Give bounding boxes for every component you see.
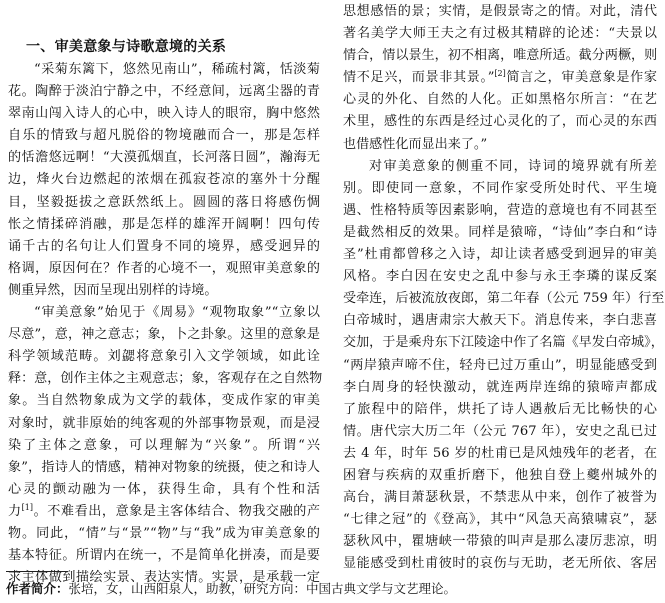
- text-line: 著名美学大师王夫之有过极其精辟的论述：“夫景以: [343, 26, 657, 42]
- text-line: 侧重异然，因而呈现出别样的诗境。: [8, 282, 218, 298]
- text-line: 尽意”，意，神之意志；象，卜之卦象。这里的意象是: [8, 327, 320, 343]
- text-line: 圣”杜甫都曾移之入诗，却让读者感受到迥异的审美: [343, 247, 657, 263]
- text-line: “采菊东篱下，悠然见南山”，稀疏村篱，恬淡菊: [34, 62, 320, 77]
- text-line: 释：意，创作主体之主观意志；象，客观存在之自然物: [8, 371, 323, 387]
- section-title: 一、审美意象与诗歌意境的关系: [26, 39, 227, 55]
- text-line: 高台，满目萧瑟秋景，不禁悲从中来，创作了被誉为: [343, 490, 657, 506]
- text-line: 情合，情以景生，初不相离，唯意所适。截分两橛，则: [343, 48, 658, 64]
- text-line: 别。即使同一意象，不同作家受所处时代、平生境: [343, 180, 657, 196]
- text-segment: 。不难看出，意象是主客体结合、物我交融的产: [33, 503, 321, 519]
- text-line: 科学领域范畴。刘勰将意象引入文学领域，如此诠: [8, 349, 320, 365]
- author-note-label: 作者简介：: [6, 581, 69, 596]
- text-line: 也借感性化而显出来了。”: [343, 136, 488, 152]
- text-line: 心灵的外化、自然的人化。正如黑格尔所言：“在艺: [343, 92, 657, 108]
- text-line: 心灵的颤动融为一体，获得生命，具有个性和活: [8, 481, 320, 497]
- text-line: 求主体做到描绘实景、表达实情。实景，是承载一定: [8, 570, 320, 586]
- text-line: 自乐的情致与超凡脱俗的物境融而合一，那是怎样: [8, 128, 320, 144]
- text-line: 瑟秋风中，瞿塘峡一带猿的叫声是那么凄厉悲凉，明: [343, 534, 657, 550]
- author-note: [6, 579, 456, 597]
- text-line: 象”，指诗人的情感，精神对物象的统摄，使之和诗人: [8, 459, 320, 475]
- text-line: 格调，原因何在？作者的心境不一，观照审美意象的: [8, 260, 320, 276]
- text-line: 困窘与疾病的双重折磨下，他独自登上夔州城外的: [343, 467, 657, 483]
- text-line: 诵千古的名句让人们置身不同的境界，感受迥异的: [8, 238, 320, 254]
- text-line: 基本特征。所谓内在统一，不是简单化拼凑，而是要: [8, 548, 320, 564]
- text-line: 显能感受到杜甫彼时的哀伤与无助，老无所依、客居: [343, 556, 657, 572]
- text-line: 情。唐代宗大历二年（公元 767 年），安史之乱已过: [343, 423, 657, 439]
- text-line: 花。陶醉于淡泊宁静之中，不经意间，远离尘器的青: [8, 84, 320, 100]
- text-line: “审美意象”始见于《周易》“观物取象”“立象以: [34, 305, 320, 321]
- footnote-rule: [6, 571, 68, 572]
- text-line: 翠南山闯入诗人的心中，映入诗人的眼帘，胸中悠然: [8, 106, 320, 122]
- text-line: 对审美意象的侧重不同，诗词的境界就有所差: [369, 158, 657, 174]
- text-line: 遇、性格特质等因素影响，营造的意境也有不同甚至: [343, 202, 657, 218]
- author-note-text: 张培，女，山西阳泉人，助教，研究方向：中国古典文学与文艺理论。: [68, 581, 457, 596]
- paragraph: [8, 59, 320, 302]
- text-segment: 情不足兴，而景非其景。”: [343, 70, 495, 86]
- text-line: 边，烽火台边燃起的浓烟在孤寂苍凉的塞外十分醒: [8, 172, 320, 188]
- text-line: 白帝城时，遇唐肃宗大赦天下。消息传来，李白悲喜: [343, 313, 657, 329]
- text-line: 去 4 年，时年 56 岁的杜甫已是风烛残年的老者，在: [343, 445, 657, 461]
- text-line: [8, 501, 320, 523]
- text-line: 交加，于是乘舟东下江陵途中作了名篇《早发白帝城》，: [343, 335, 664, 351]
- right-column-body: [343, 1, 665, 575]
- text-line: 怅之情揉碎消融，那是怎样的雄浑开阔啊！四句传: [8, 216, 320, 232]
- text-line: 受牵连，后被流放夜郎，第二年春（公元 759 年）行至: [343, 291, 665, 307]
- text-segment: 简言之，审美意象是作家: [505, 70, 657, 86]
- footnote-ref: [2]: [494, 69, 506, 79]
- text-line: 术里，感性的东西是经过心灵化的了，而心灵的东西: [343, 114, 657, 130]
- text-line: 物。同此，“情”与“景”“物”与“我”成为审美意象的: [8, 525, 320, 541]
- text-line: 目，坚毅挺拔之意跃然纸上。圆圆的落日将感伤惆: [8, 194, 320, 210]
- paragraph: [8, 302, 323, 589]
- text-line: 象。当自然物象成为文学的载体，变成作家的审美: [8, 393, 320, 409]
- text-line: 的恬澹悠远啊！“大漠孤烟直，长河落日圆”，瀚海无: [8, 150, 320, 166]
- text-line: 思想感悟的景；实情，是假景寄之的情。对此，清代: [343, 4, 657, 19]
- text-segment: 力: [8, 503, 22, 519]
- paragraph: [343, 1, 657, 156]
- text-line: [343, 67, 657, 89]
- footnote-ref: [1]: [21, 502, 34, 512]
- text-line: 对象时，就非原始的纯客观的外部事物景观，而是浸: [8, 415, 320, 431]
- text-line: “两岸猿声啼不住，轻舟已过万重山”，明显能感受到: [343, 357, 657, 373]
- text-line: “七律之冠”的《登高》，其中“风急天高猿啸哀”，瑟: [343, 512, 657, 528]
- text-line: 是截然相反的效果。同样是猿啼，“诗仙”李白和“诗: [343, 224, 657, 240]
- paragraph: [343, 156, 665, 576]
- text-line: 染了主体之意象，可以理解为“兴象”。所谓“兴: [8, 437, 320, 453]
- text-line: 风格。李白因在安史之乱中参与永王李璘的谋反案: [343, 269, 657, 285]
- text-line: 李白周身的轻快激动，就连两岸连绵的猿啼声都成: [343, 379, 657, 395]
- text-line: 了旅程中的陪伴，烘托了诗人遇赦后无比畅快的心: [343, 401, 657, 417]
- left-column-body: [8, 59, 323, 589]
